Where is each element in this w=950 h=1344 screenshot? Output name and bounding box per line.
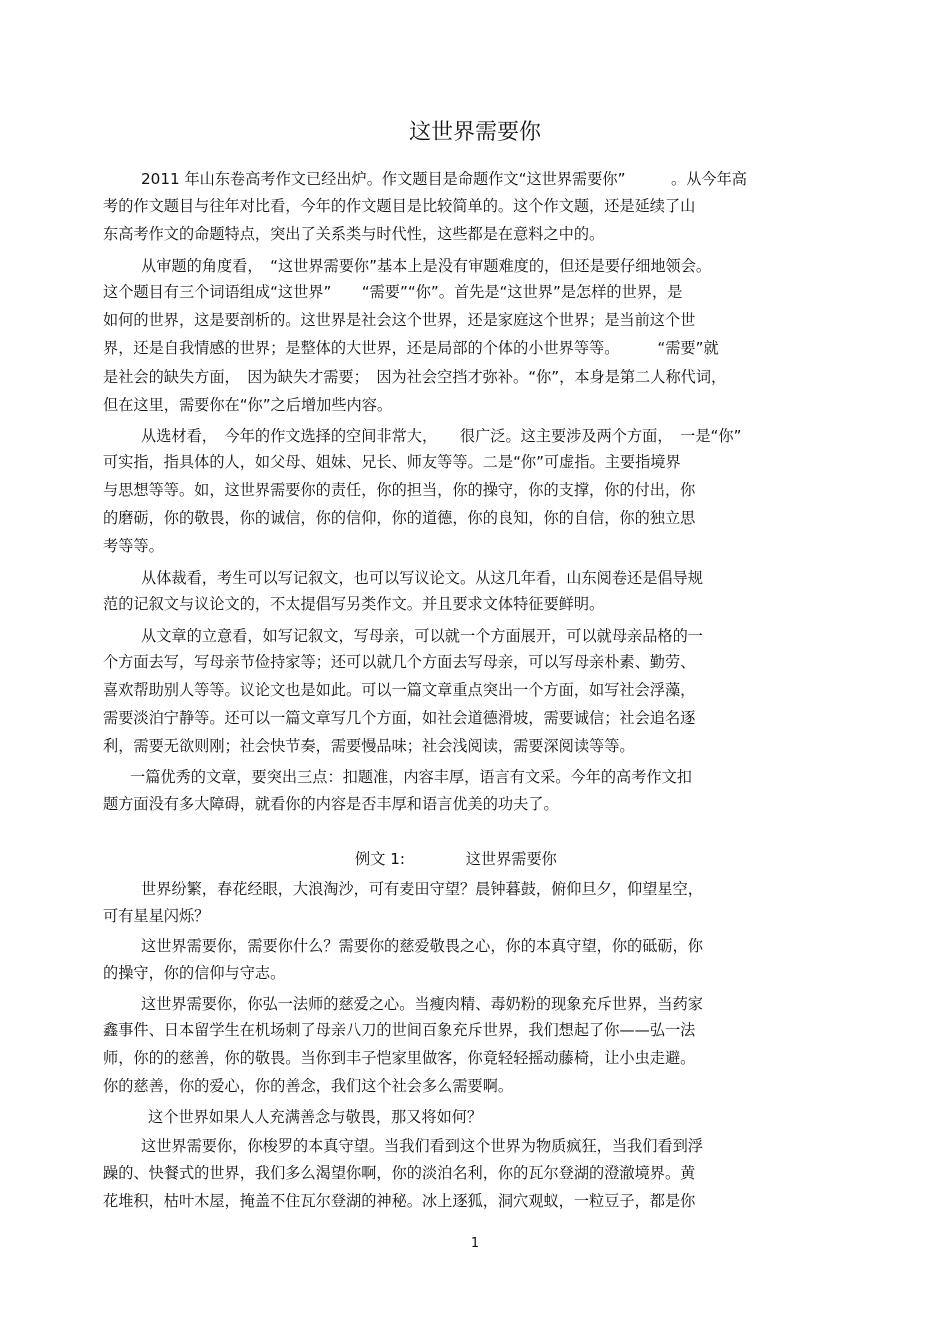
- text-line: 的操守，你的信仰与守志。: [103, 964, 286, 982]
- text-line: 从审题的角度看， “这世界需要你”基本上是没有审题难度的，但还是要仔细地领会。: [141, 257, 712, 275]
- text-line: 与思想等等。如，这世界需要你的责任，你的担当，你的操守，你的支撑，你的付出，你: [103, 481, 696, 499]
- text-line: 的磨砺，你的敬畏，你的诚信，你的信仰，你的道德，你的良知，你的自信，你的独立思: [103, 509, 696, 527]
- text-line: 是社会的缺失方面， 因为缺失才需要； 因为社会空挡才弥补。“你”，本身是第二人称代词，: [103, 368, 727, 386]
- text-line: 题方面没有多大障碍，就看你的内容是否丰厚和语言优美的功夫了。: [103, 795, 559, 813]
- text-line: 喜欢帮助别人等等。议论文也是如此。可以一篇文章重点突出一个方面，如写社会浮藻，: [103, 681, 696, 699]
- text-line: 这世界需要你，你弘一法师的慈爱之心。当瘦肉精、毒奶粉的现象充斥世界，当药家: [141, 995, 703, 1013]
- text-line: 可实指，指具体的人，如父母、姐妹、兄长、师友等等。二是“你”可虚指。主要指境界: [103, 453, 681, 471]
- text-line: 从体裁看，考生可以写记叙文，也可以写议论文。从这几年看，山东阅卷还是倡导规: [141, 569, 703, 587]
- text-line: 这世界需要你，需要你什么？需要你的慈爱敬畏之心，你的本真守望，你的砥砺，你: [141, 937, 703, 955]
- text-line: 师，你的的慈善，你的敬畏。当你到丰子恺家里做客，你竟轻轻摇动藤椅，让小虫走避。: [103, 1049, 696, 1067]
- text-line: 个方面去写，写母亲节俭持家等；还可以就几个方面去写母亲，可以写母亲朴素、勤劳、: [103, 653, 696, 671]
- document-title: 这世界需要你: [408, 120, 541, 145]
- text-line: 2011 年山东卷高考作文已经出炉。作文题目是命题作文“这世界需要你” 。从今年高: [141, 170, 747, 188]
- text-line: 考等等。: [103, 537, 164, 555]
- page-number: 1: [470, 1236, 480, 1251]
- text-line: 利，需要无欲则刚；社会快节奏，需要慢品味；社会浅阅读，需要深阅读等等。: [103, 737, 635, 755]
- text-line: 这个世界如果人人充满善念与敬畏，那又将如何？: [148, 1108, 483, 1126]
- text-line: 东高考作文的命题特点，突出了关系类与时代性，这些都是在意料之中的。: [103, 225, 605, 243]
- text-line: 这个题目有三个词语组成“这世界” “需要”“你”。首先是“这世界”是怎样的世界，是: [103, 283, 683, 301]
- text-line: 从选材看， 今年的作文选择的空间非常大， 很广泛。这主要涉及两个方面， 一是“你”: [141, 427, 742, 445]
- text-line: 从文章的立意看，如写记叙文，写母亲，可以就一个方面展开，可以就母亲品格的一: [141, 627, 703, 645]
- text-line: 需要淡泊宁静等。还可以一篇文章写几个方面，如社会道德滑坡，需要诚信；社会追名逐: [103, 709, 696, 727]
- text-line: 躁的、快餐式的世界，我们多么渴望你啊，你的淡泊名利，你的瓦尔登湖的澄澈境界。黄: [103, 1164, 696, 1182]
- text-line: 一篇优秀的文章，要突出三点：扣题准，内容丰厚，语言有文采。今年的高考作文扣: [130, 768, 692, 786]
- text-line: 可有星星闪烁？: [103, 907, 210, 925]
- text-line: 但在这里，需要你在“你”之后增加些内容。: [103, 396, 393, 414]
- text-line: 范的记叙文与议论文的，不太提倡写另类作文。并且要求文体特征要鲜明。: [103, 595, 605, 613]
- text-line: 如何的世界，这是要剖析的。这世界是社会这个世界，还是家庭这个世界；是当前这个世: [103, 311, 696, 329]
- example-heading: 例文 1: 这世界需要你: [355, 850, 557, 868]
- text-line: 界，还是自我情感的世界；是整体的大世界，还是局部的个体的小世界等等。 “需要”就: [103, 339, 719, 357]
- text-line: 考的作文题目与往年对比看，今年的作文题目是比较简单的。这个作文题，还是延续了山: [103, 197, 696, 215]
- text-line: 花堆积，枯叶木屋，掩盖不住瓦尔登湖的神秘。冰上逐狐，洞穴观蚁，一粒豆子，都是你: [103, 1192, 696, 1210]
- text-line: 这世界需要你，你梭罗的本真守望。当我们看到这个世界为物质疯狂，当我们看到浮: [141, 1137, 703, 1155]
- text-line: 世界纷繁，春花经眼，大浪淘沙，可有麦田守望？晨钟暮鼓，俯仰旦夕，仰望星空，: [141, 880, 703, 898]
- text-line: 你的慈善，你的爱心，你的善念，我们这个社会多么需要啊。: [103, 1077, 514, 1095]
- text-line: 鑫事件、日本留学生在机场刺了母亲八刀的世间百象充斥世界，我们想起了你——弘一法: [103, 1021, 696, 1039]
